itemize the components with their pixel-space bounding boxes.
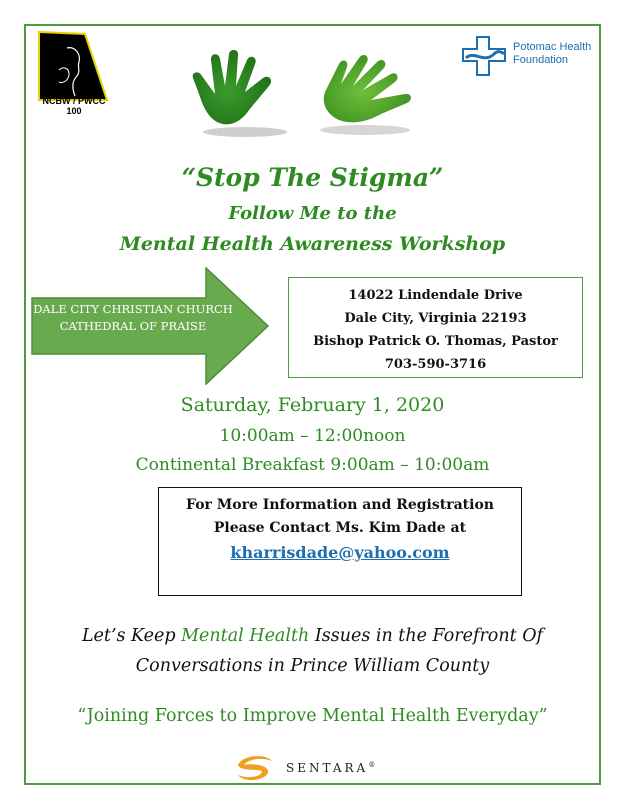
tagline-part1: Let’s Keep (81, 626, 182, 646)
headline-subtitle: Follow Me to the (228, 203, 397, 224)
potomac-name-line1: Potomac Health (513, 41, 592, 53)
contact-line1: For More Information and Registration (186, 497, 494, 513)
tagline-part2: Issues in the Forefront Of (309, 626, 544, 646)
tagline-line1 (0, 626, 625, 646)
potomac-name-line2: Foundation (513, 54, 569, 66)
headline-workshop: Mental Health Awareness Workshop (119, 233, 506, 255)
contact-box (158, 487, 522, 596)
address-pastor: Bishop Patrick O. Thomas, Pastor (313, 334, 558, 349)
headline-title: “Stop The Stigma” (181, 163, 444, 192)
venue-name: DALE CITY CHRISTIAN CHURCH CATHEDRAL OF PRAISE (33, 302, 233, 333)
contact-line2: Please Contact Ms. Kim Dade at (213, 520, 467, 536)
tagline-highlight: Mental Health (181, 626, 310, 646)
slogan: “Joining Forces to Improve Mental Health Everyday” (77, 706, 548, 726)
address-street: 14022 Lindendale Drive (348, 288, 523, 303)
potomac-cross-icon (460, 34, 512, 78)
address-city: Dale City, Virginia 22193 (344, 311, 527, 326)
ncbw-caption-line2: 100 (66, 106, 82, 116)
sentara-name: SENTARA (286, 761, 369, 775)
ncbw-caption-line1: NCBW / PWCC (42, 96, 106, 106)
green-hands-icon (185, 48, 430, 138)
event-breakfast: Continental Breakfast 9:00am – 10:00am (135, 455, 490, 475)
tagline-line2: Conversations in Prince William County (135, 656, 490, 676)
contact-email-link[interactable]: kharrisdade@yahoo.com (230, 543, 450, 562)
address-phone: 703-590-3716 (384, 357, 487, 372)
ncbw-caption (33, 96, 115, 116)
sentara-swoosh-icon (232, 753, 278, 783)
event-date: Saturday, February 1, 2020 (180, 394, 445, 416)
address-box (288, 277, 583, 378)
potomac-name (513, 41, 613, 67)
sentara-wordmark (286, 761, 375, 775)
sentara-registered: ® (368, 761, 376, 769)
event-time: 10:00am – 12:00noon (219, 426, 406, 446)
